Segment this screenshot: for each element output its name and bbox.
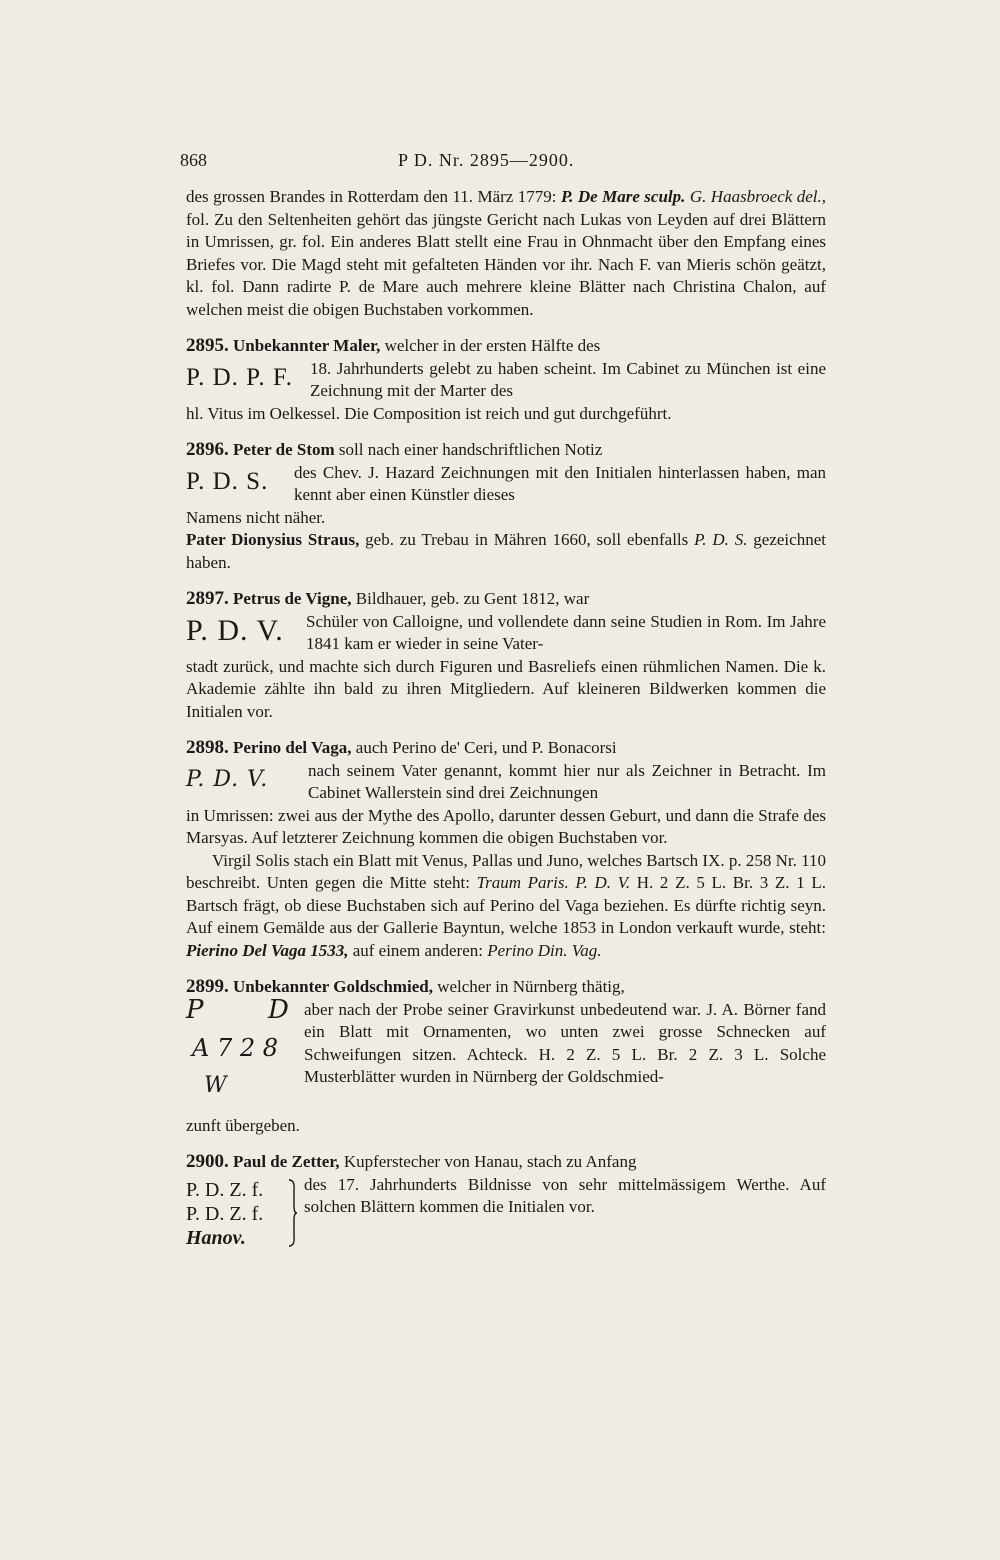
monogram: P. D. V. [186,613,284,647]
monogram: P. D. S. [186,467,269,495]
monogram: P. D. P. F. [186,363,293,391]
entry-artist: Perino del Vaga, [233,738,352,757]
entry-2900 [186,1151,826,1250]
intro-text-run: G. Haasbroeck del. [689,187,822,206]
entry-text: Namens nicht näher. [186,507,326,527]
entry-text: des 17. Jahrhunderts Bildnisse von sehr mittelmässigem Werthe. Auf solchen Blättern kommen die Initialen vor. [304,1174,826,1216]
monogram-row [186,611,826,656]
page-body [186,186,826,1250]
entry-text: hl. Vitus im Oelkessel. Die Composition ist reich und gut durchgeführt. [186,403,672,423]
goldsmith-mark [186,994,304,1115]
entry-number: 2898. [186,737,229,758]
entry-text-run: Perino Din. Vag. [487,940,602,960]
monogram-row [186,994,826,1115]
entry-text: welcher in Nürnberg thätig, [432,977,625,996]
intro-text-run: des grossen Brandes in Rotterdam den 11. März 1779: [186,187,561,206]
entry-text: Kupferstecher von Hanau, stach zu Anfang [339,1152,637,1171]
entry-2899 [186,976,826,1137]
intro-text-run: , fol. Zu den Seltenheiten gehört das jüngste Gericht nach Lukas von Leyden auf drei Blättern in Umrissen, gr. fol. Ein anderes Blatt stellt eine Frau in Ohnmacht über den Empfang eines Briefes vor. Die Magd steht mit gefalteten Händen vor ihr. Nach F. van Mieris schön geätzt, kl. fol. Dann radirte P. de Mare auch mehrere kleine Blätter nach Christina Chalon, auf welchen meist die obigen Buchstaben vorkommen. [186,187,827,319]
entry-paragraph [186,850,826,963]
monogram-row [186,1174,826,1250]
page-header [180,150,825,178]
monogram: P. D. Z. f. [186,1202,264,1225]
monogram-inline: P. D. S. [694,530,748,549]
entry-text: geb. zu Trebau in Mähren 1660, soll ebenfalls [359,530,695,549]
monogram-row [186,760,826,805]
entry-text: auch Perino de' Ceri, und P. Bonacorsi [351,738,617,757]
entry-2897 [186,588,826,723]
entry-text: nach seinem Vater genannt, kommt hier nur als Zeichner in Betracht. Im Cabinet Wallerstein sind drei Zeichnungen [308,760,826,802]
entry-artist: Pater Dionysius Straus, [186,530,360,549]
monogram: P. D. Z. f. [186,1178,264,1201]
entry-number: 2899. [186,976,229,997]
entry-number: 2895. [186,335,229,356]
entry-artist: Unbekannter Goldschmied, [233,977,433,996]
monogram-script: P. D. V. [186,766,269,792]
entry-text: 18. Jahrhunderts gelebt zu haben scheint. Im Cabinet zu München ist eine Zeichnung mit der Marter des [310,358,826,400]
entry-number: 2896. [186,439,229,460]
mark-letter: D [268,994,289,1025]
entry-text: Schüler von Calloigne, und vollendete dann seine Studien in Rom. Im Jahre 1841 kam er wieder in seine Vater- [306,611,826,653]
entry-number: 2900. [186,1151,229,1172]
page-number: 868 [180,150,207,170]
entry-text-run: Pierino Del Vaga 1533, [186,940,349,960]
entry-artist: Unbekannter Maler, [233,336,381,355]
mark-letter: P [186,994,204,1025]
entry-2898 [186,737,826,962]
entry-text-run: auf einem anderen: [348,940,488,960]
entry-text-run: H. 2 Z. 5 L. Br. 3 Z. 1 L. Bartsch frägt, ob diese Buchstaben sich auf Perino del Vaga beziehen. Es dürfte richtig seyn. Auf einem Gemälde aus der Gallerie Bayntun, welche 1853 in London verkauft wurde, steht: [186,873,826,937]
entry-2895 [186,335,826,425]
entry-artist: Peter de Stom [233,440,335,459]
monogram-row [186,462,826,507]
mark-letter: W [204,1072,227,1098]
entry-text: Bildhauer, geb. zu Gent 1812, war [351,589,590,608]
entry-text: zunft übergeben. [186,1115,300,1135]
entry-text: des Chev. J. Hazard Zeichnungen mit den Initialen hinterlassen haben, man kennt aber einen Künstler dieses [294,462,826,504]
entry-text: welcher in der ersten Hälfte des [380,336,601,355]
entry-text: aber nach der Probe seiner Gravirkunst unbedeutend war. J. A. Börner fand ein Blatt mit Ornamenten, wo unten zwei grosse Schnecken auf Schweifungen sitzen. Achteck. H. 2 Z. 5 L. Br. 2 Z. 3 L. Solche Musterblätter wurden in Nürnberg der Goldschmied- [304,999,826,1086]
entry-artist: Paul de Zetter, [233,1152,340,1171]
mark-date: A 7 2 8 [192,1033,279,1062]
monogram-row [186,358,826,403]
entry-text: gezeichnet haben. [186,530,826,572]
monogram: Hanov. [186,1226,246,1249]
monogram-list [186,1174,286,1250]
entry-text: in Umrissen: zwei aus der Mythe des Apollo, darunter dessen Geburt, und dann die Strafe des Marsyas. Auf letzterer Zeichnung kommen die obigen Buchstaben vor. [186,805,826,847]
intro-paragraph [186,186,826,321]
running-title: P D. Nr. 2895—2900. [398,150,575,170]
intro-text-run: P. De Mare sculp. [560,187,686,206]
entry-text-run: P. D. V. [575,873,631,892]
entry-number: 2897. [186,588,229,609]
entry-text-run: Traum Paris. [476,873,569,892]
sub-entry-paragraph [186,529,826,574]
brace-icon [286,1178,300,1248]
entry-text-run: Virgil Solis stach ein Blatt mit Venus, Pallas und Juno, welches Bartsch IX. p. 258 Nr. 110 beschreibt. Unten gegen die Mitte steht: [186,850,826,892]
entry-text: stadt zurück, und machte sich durch Figuren und Basreliefs einen rühmlichen Namen. Die k. Akademie zählte ihn bald zu ihren Mitgliedern. Auf kleineren Bildwerken kommen die Initialen vor. [186,656,826,721]
entry-2896 [186,439,826,574]
entry-text: soll nach einer handschriftlichen Notiz [334,440,603,459]
entry-artist: Petrus de Vigne, [233,589,352,608]
